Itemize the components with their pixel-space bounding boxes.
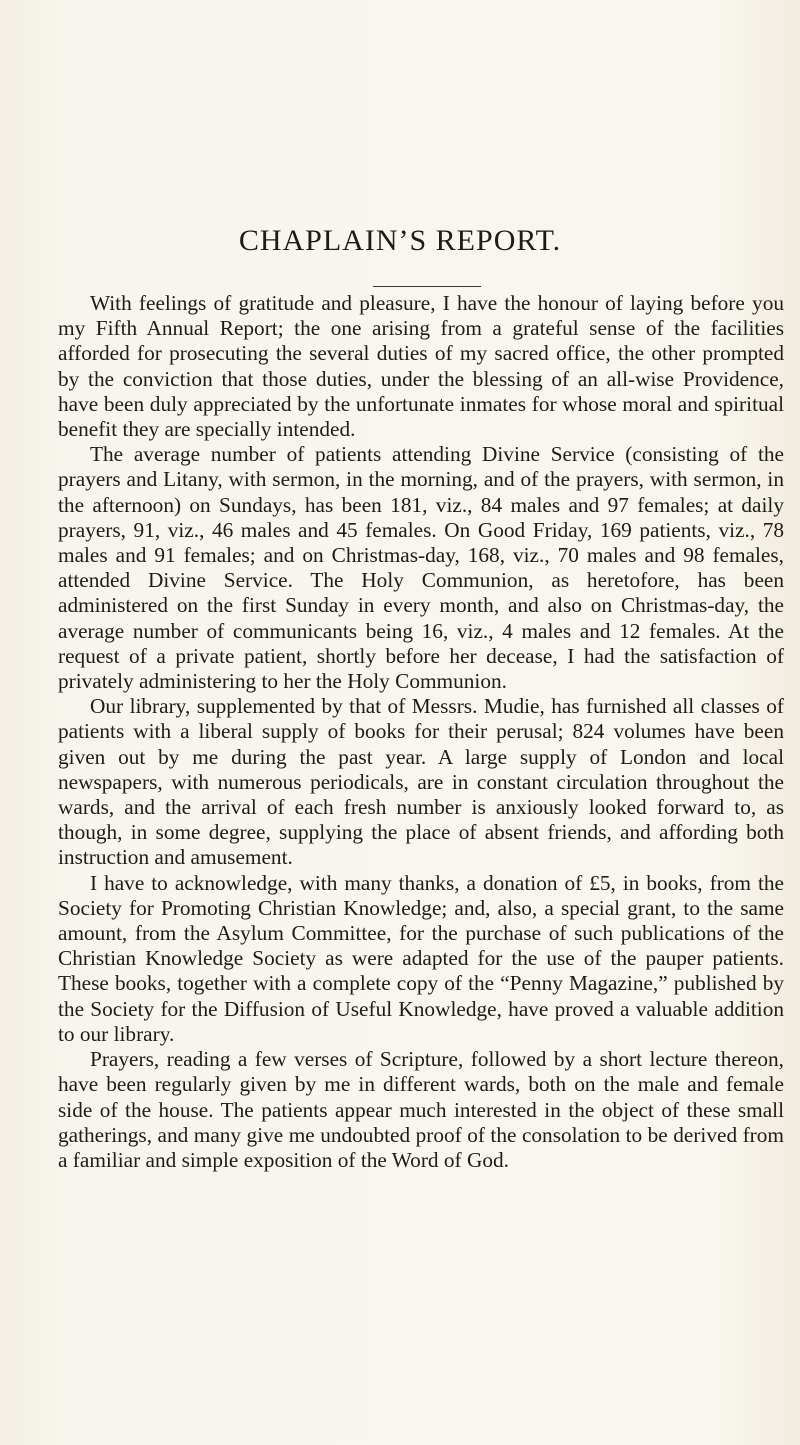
paragraph-divine-service: The average number of patients attending Divine Service (consisting of the prayers and Litany, with sermon, in the morning, and of the prayers, with sermon, in the afternoon) on Sundays, has been 181, viz., 84 males and 97 females; at daily prayers, 91, viz., 46 males and 45 females. On Good Friday, 169 patients, viz., 78 males and 91 females; and on Christmas-day, 168, viz., 70 males and 98 females, attended Divine Service. The Holy Communion, as heretofore, has been administered on the first Sunday in every month, and also on Christmas-day, the average number of communicants being 16, viz., 4 males and 12 females. At the request of a private patient, shortly before her decease, I had the satisfaction of privately administering to her the Holy Communion. [58, 442, 784, 694]
title-divider [373, 286, 481, 287]
paragraph-library: Our library, supplemented by that of Messrs. Mudie, has furnished all classes of patients with a liberal supply of books for their perusal; 824 volumes have been given out by me during the past year. A large supply of London and local newspapers, with numerous periodicals, are in constant circulation throughout the wards, and the arrival of each fresh number is anxiously looked forward to, as though, in some degree, supplying the place of absent friends, and affording both instruction and amusement. [58, 694, 784, 870]
report-body [58, 291, 784, 1173]
paragraph-ward-prayers: Prayers, reading a few verses of Scripture, followed by a short lecture thereon, have been regularly given by me in different wards, both on the male and female side of the house. The patients appear much interested in the object of these small gatherings, and many give me undoubted proof of the consolation to be derived from a familiar and simple exposition of the Word of God. [58, 1047, 784, 1172]
paragraph-intro: With feelings of gratitude and pleasure, I have the honour of laying before you my Fifth Annual Report; the one arising from a grateful sense of the facilities afforded for prosecuting the several duties of my sacred office, the other prompted by the conviction that those duties, under the blessing of an all-wise Providence, have been duly appreciated by the unfortunate inmates for whose moral and spiritual benefit they are specially intended. [58, 291, 784, 442]
page-title: CHAPLAIN’S REPORT. [238, 224, 562, 257]
paragraph-donation: I have to acknowledge, with many thanks, a donation of £5, in books, from the Society for Promoting Christian Knowledge; and, also, a special grant, to the same amount, from the Asylum Committee, for the purchase of such publications of the Christian Knowledge Society as were adapted for the use of the pauper patients. These books, together with a complete copy of the “Penny Magazine,” published by the Society for the Diffusion of Useful Knowledge, have proved a valuable addition to our library. [58, 870, 784, 1046]
